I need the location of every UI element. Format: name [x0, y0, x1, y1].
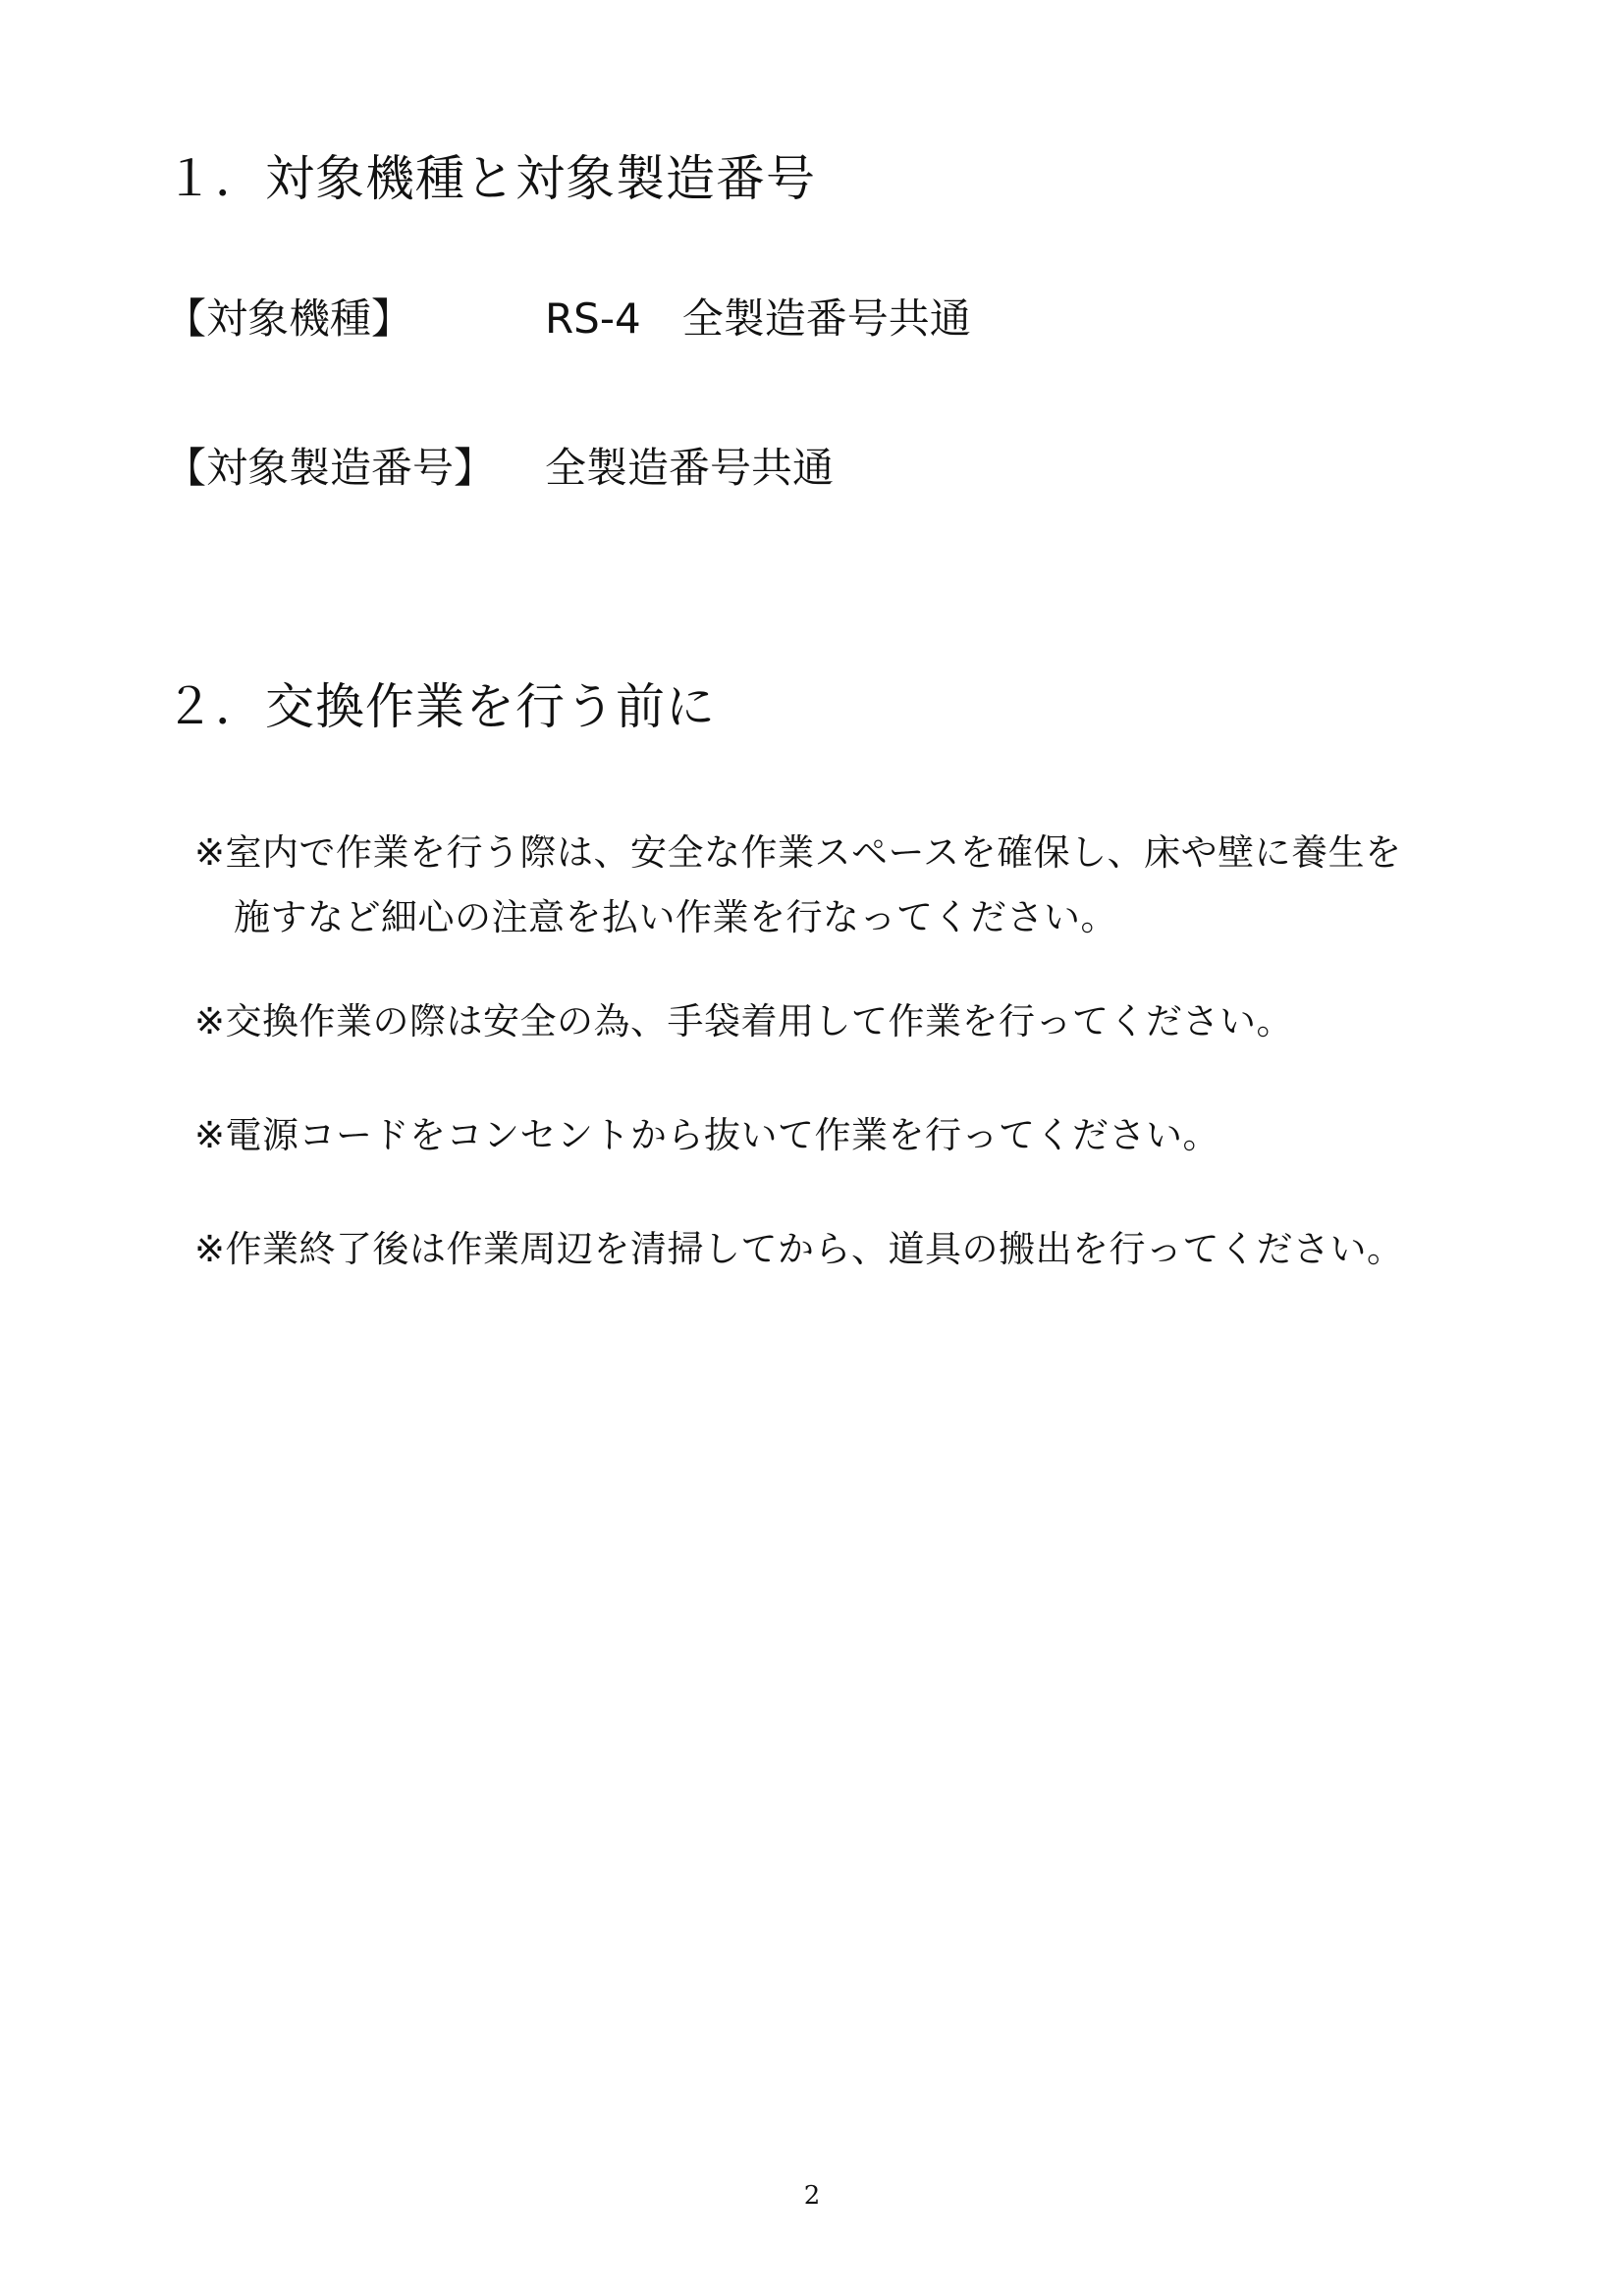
note-item: [194, 821, 1490, 950]
target-model-label: 【対象機種】: [165, 294, 413, 343]
note-text: ※作業終了後は作業周辺を清掃してから、道具の搬出を行ってください。: [194, 1228, 1404, 1270]
section-2-heading: ２．交換作業を行う前に: [165, 678, 716, 735]
note-text-continued: 施すなど細心の注意を払い作業を行なってください。: [234, 896, 1117, 938]
note-item: [194, 1103, 1490, 1168]
target-serial-label: 【対象製造番号】: [165, 444, 496, 492]
note-text: ※交換作業の際は安全の為、手袋着用して作業を行ってください。: [194, 1000, 1294, 1042]
page-number: 2: [803, 2181, 821, 2211]
target-model-value: RS-4 全製造番号共通: [545, 294, 971, 343]
note-text: ※室内で作業を行う際は、安全な作業スペースを確保し、床や壁に養生を: [194, 831, 1402, 874]
section-1-heading: １．対象機種と対象製造番号: [165, 150, 816, 207]
target-serial-value: 全製造番号共通: [545, 444, 835, 492]
note-text: ※電源コードをコンセントから抜いて作業を行ってください。: [194, 1114, 1220, 1156]
note-item: [194, 989, 1490, 1054]
note-item: [194, 1217, 1490, 1282]
